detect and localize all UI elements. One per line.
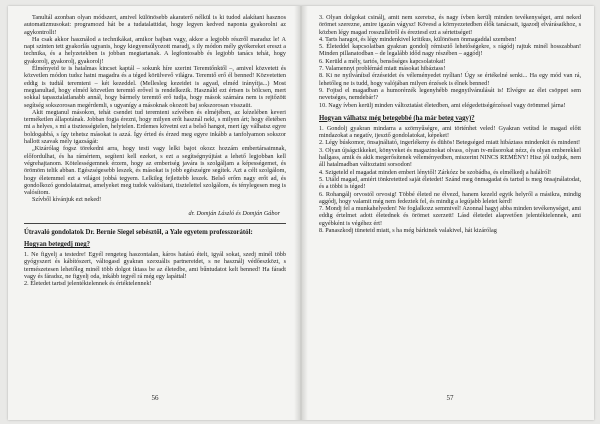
- list-item: 5. Utáld magad, amiért tönkretetted saját életedet! Szánd meg önmagadat és tartsd is meg önsajnálatodat, és a többi is téged!: [319, 175, 581, 191]
- subheading: Hogyan válhatsz még betegebbé (ha már beteg vagy)?: [319, 114, 475, 122]
- page-number: 56: [151, 394, 159, 402]
- list-item: 7. Valamennyi problémád miatt másokat hibáztass!: [319, 65, 446, 73]
- list-item: 2. Életedet tartsd jelentéktelennek és értéktelennek!: [24, 280, 152, 288]
- paragraph: Ha csak akkor használod a technikákat, amikor bajban vagy, akkor a legjobb részről maradsz le! A napi szinten tett gyakorlás ugyanis, hogy kiegyensúlyozott maradj, s ily módon mély gyökereket ereszt a technika, és a helyzetekben is jobban megtartanak. A legfontosabb és legjobb tanács tehát, hogy gyakorolj, gyakorolj, gyakorolj!: [24, 35, 286, 65]
- list-item: 3. Olyan dolgokat csinálj, amit nem szeretsz, és nagy ívben kerülj minden tevékenységet, ami neked örömet szerezne, amire igazán vágysz! Kövesd a környezetedben élők tanácsait, igazodj elvárásaikhoz, s közben légy magad rosszullétről és éreztesd ezt a sértettséget!: [319, 14, 581, 36]
- right-page: [319, 14, 581, 410]
- list-item: 4. Tarts haragot, és légy mindenkivel kritikus, különösen önmagaddal szemben!: [319, 35, 517, 43]
- list-item: 8. Panaszkodj tüneteid miatt, s ha még bárkinek valakivel, hát kizárólag: [319, 227, 497, 235]
- paragraph: Akit megtanul másokon, tehát csendet tud teremteni szívében és elméjében, az kézelében keveri terméketlen állapotának. Jobban fogja érezni, hogy milyen erőt használ neki, s milyen árt; hogy életében mi a helyes, s mi a tisztességtelen, helytelen. Erdemes követni ezt a belső hangot, mert így válhatsz egyre boldogabbá, s így tehetsz másokat is azzá. Így érted és érzed meg egyre inkább a tanfolyamon sokszor hallott szavak mély igazságát:: [24, 108, 286, 146]
- book-spread: [8, 6, 594, 420]
- list-item: 9. Fojtsd el magadban a humorérzék legenyhébb megnyilvánulását is! Elvégre az élet csöppet sem nevetséges, nemdebár!?: [319, 86, 581, 102]
- left-page: [24, 14, 286, 410]
- list-item: 3. Olyan újságcikkeket, könyveket és magazinokat olvass, olyan tv-műsorokat nézz, és olyan emberekkel hallgass, amik és akik megerősítenek véleményedben, miszerint NINCS REMÉNY! Hisz jól tudjuk, nem áll hatalmadban változtatni sorsodon!: [319, 146, 581, 169]
- signature: dr. Domján László és Domján Gábor: [188, 209, 280, 217]
- list-item: 1. Gondolj gyakran mindarra a szörnyűségre, ami történhet veled! Gyakran vetítsd le magad előtt mindazokat a negatív, ijesztő gondolatokat, képeket!: [319, 124, 581, 140]
- list-item: 2. Légy búskomor, önsajnáltató, ingerlékeny és dühös! Betegséged miatt hibáztass mindenkit és mindent!: [319, 139, 581, 147]
- page-number: 57: [446, 394, 454, 402]
- list-item: 4. Szigeteld el magadat minden emberi lénytől! Zárkózz be szobádba, és elmélkedj a halálról!: [319, 168, 552, 176]
- section-divider: [24, 223, 286, 224]
- paragraph: Tanultál azonban olyan módszert, amivel különösebb akaraterő nélkül is ki tudod alakítani hasznos automatizmusokat: programozd hát be a tudatalattidat, hogy legyen kedved naponta gyakorolni az agykontrollt!: [24, 14, 286, 36]
- closing-line: Szívből kívánjuk ezt neked!: [32, 196, 102, 204]
- paragraph: Élményeid te is hatalmas kincset kaptál – sokunk híre szerint Teremtőnktől –, amivel közvetett és közvetlen módon tudsz hatni magadra és a téged körülvevő világra. Teremtő erő él benned! Közvetetten eddig is tudtál teremteni – két kezeddel. (Mellesleg kezeidet is agyad, elméd irányítja...) Most megtanultad, hogy elméd közvetlen teremtő erővel is rendelkezik. Használd ezt értsen is bölcsen, mert sokkal tapasztalatlanabb annál, hogy bármely teremtő erő tudja, hogy mások számára nem is rejtőzött segítség sokszorosan megérdemli, s ugyanígy a másoknak okozott baj sokszorosan visszaüt.: [24, 65, 286, 109]
- subheading: Hogyan betegedj meg?: [24, 241, 91, 249]
- list-item: 10. Nagy ívben kerülj minden változtatást életedben, ami elégedettségérzéssel vagy örömmel járna!: [319, 101, 566, 109]
- list-item: 6. Kerüld a mély, tartós, bensőséges kapcsolatokat!: [319, 57, 446, 65]
- list-item: 8. Ki ne nyilvánítsd érzéseidet és véleményedet nyíltan! Úgy se értékelné senki... Ha egy mód van rá, lehetőleg ne is tudd, hogy valójában milyen érzések is élnek benned!: [319, 72, 581, 87]
- section-title: Útravaló gondolatok Dr. Bernie Siegel sebésztől, a Yale egyetem professzorától:: [24, 229, 253, 237]
- list-item: 5. Életeddel kapcsolatban gyakran gondolj rémisztő lehetőségekre, s rágódj rajtuk minél hosszabban! Minden pillanatodban – de legalább időd nagy részében – aggódj!: [319, 43, 581, 58]
- list-item: 7. Mondj fel a munkahelyeden! Ne foglalkozz semmivel! Azonnal hagyj abba minden tevékenységet, ami eddig értelmet adott életednek és örömet szerzett! Lásd életedet alapvetően jelentéktelennek, ami egyébként is végéhez ért!: [319, 205, 581, 227]
- quotation: „Kizárólag fogsz törekedni arra, hogy testi vagy lelki bajot okozz hozzám embertársaimnak, előfordulhat, és ha rámértem, segíteni kell ezeket, s ezt a segítségnyújtást a lehető legjobban kell végrehajtanom. Kötelességemnek érzem, hogy az emberiség javára is szolgáljam a képességemet, és örömöm telik abban. Egészségesebb leszek, és másokat is jobb egészségre segítek. Azt a célt szolgálom, hogy életemmel ezt a világot jobbá tegyem. Lelkileg fejlettebb leszek. Belső erőm nagy erőt ad, és gondolkozó gondolataimat, amelyeket meg tudok valósítani, tisztelettel szolgálom, és ténylegesen meg is valósítom.: [24, 145, 286, 197]
- book-gutter: [294, 6, 308, 420]
- list-item: 6. Rohangálj orvostól orvosig! Többé életed ne élvezd, hanem kezeld egyik helyről a másikra, mindig aggódj, hogy valamit még nem fedeztek fel, és mindig a legújabb leletet kérd!: [319, 190, 581, 205]
- list-item: 1. Ne figyelj a testedre! Egyél rengeteg haszontalan, káros hatású ételt, igyál sokat, szedj minél több gyógyszert és kábítószert, váltogasd gyakran szexuális partnereidet, s ne használj védőeszközt, s természetesen lehetőleg minél több dolgot iktass be az életedbe, ami bűntudatot kelt benned! Ha fáradt vagy és fáradsz, ne figyelj oda, inkább tegyél rá még egy lapáttal!: [24, 251, 286, 280]
